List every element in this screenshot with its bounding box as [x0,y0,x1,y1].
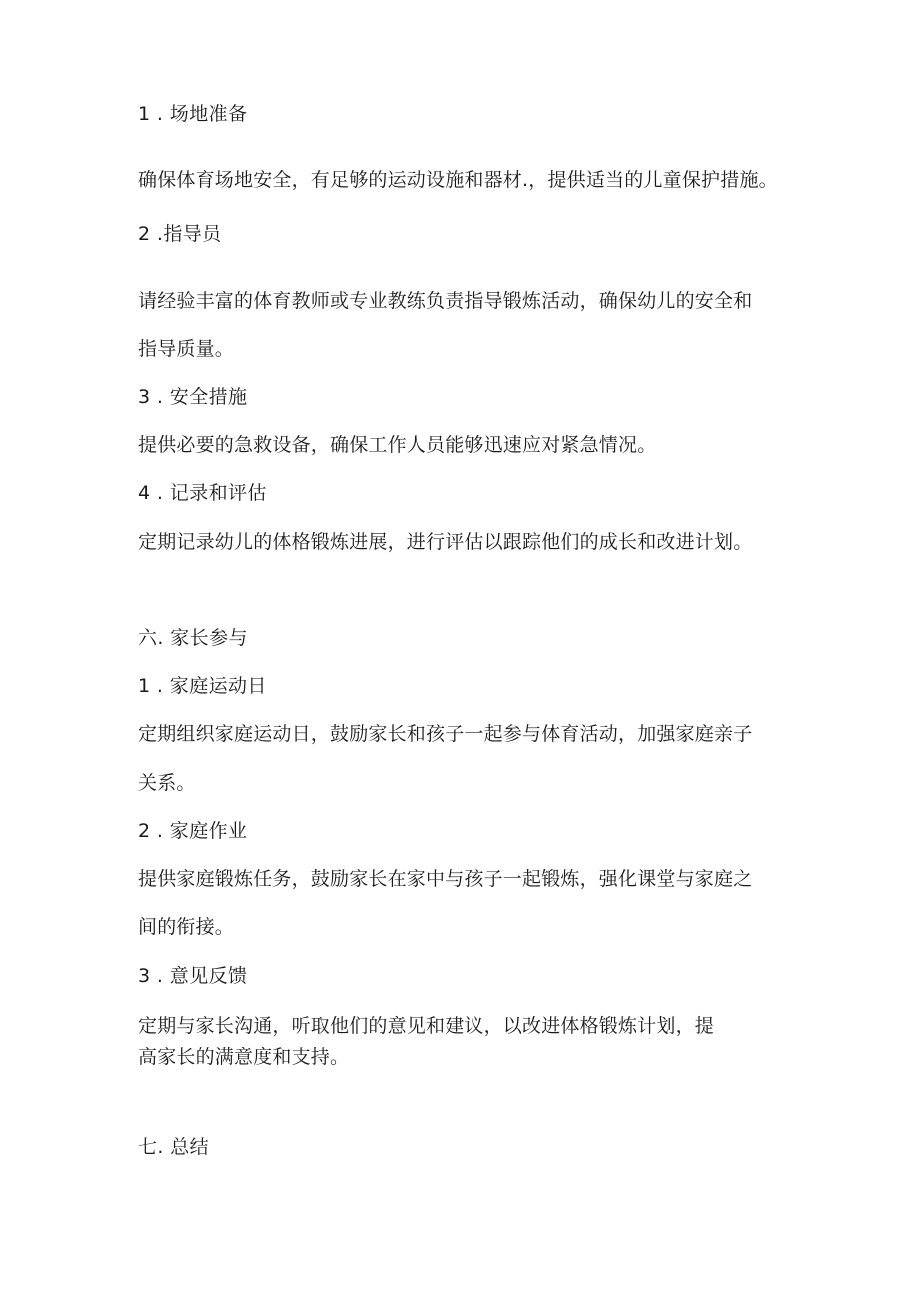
paragraph-family-sports-day-line-2: 关系。 [138,772,196,794]
section-heading-summary: 七. 总结 [138,1136,210,1158]
item-heading-safety: 3 . 安全措施 [138,386,248,408]
paragraph-family-sports-day-line-1: 定期组织家庭运动日，鼓励家长和孩子一起参与体育活动，加强家庭亲子 [138,723,753,745]
section-heading-parents: 六. 家长参与 [138,627,248,649]
paragraph-feedback-line-2: 高家长的满意度和支持。 [138,1046,350,1068]
paragraph-safety: 提供必要的急救设备，确保工作人员能够迅速应对紧急情况。 [138,434,657,456]
item-heading-homework: 2 . 家庭作业 [138,820,248,842]
item-heading-family-sports-day: 1 . 家庭运动日 [138,675,267,697]
item-heading-site-prep: 1 . 场地准备 [138,103,248,125]
paragraph-homework-line-2: 间的衔接。 [138,916,235,938]
paragraph-instructor-line-2: 指导质量。 [138,338,235,360]
paragraph-homework-line-1: 提供家庭锻炼任务，鼓励家长在家中与孩子一起锻炼，强化课堂与家庭之 [138,868,753,890]
paragraph-site-prep: 确保体育场地安全，有足够的运动设施和器材.，提供适当的儿童保护措施。 [138,169,778,191]
item-heading-records: 4 . 记录和评估 [138,482,267,504]
item-heading-instructor: 2 .指导员 [138,223,222,245]
paragraph-records: 定期记录幼儿的体格锻炼进展，进行评估以跟踪他们的成长和改进计划。 [138,531,753,553]
paragraph-instructor-line-1: 请经验丰富的体育教师或专业教练负责指导锻炼活动，确保幼儿的安全和 [138,290,753,312]
paragraph-feedback-line-1: 定期与家长沟通，听取他们的意见和建议，以改进体格锻炼计划，提 [138,1015,715,1037]
item-heading-feedback: 3 . 意见反馈 [138,965,248,987]
